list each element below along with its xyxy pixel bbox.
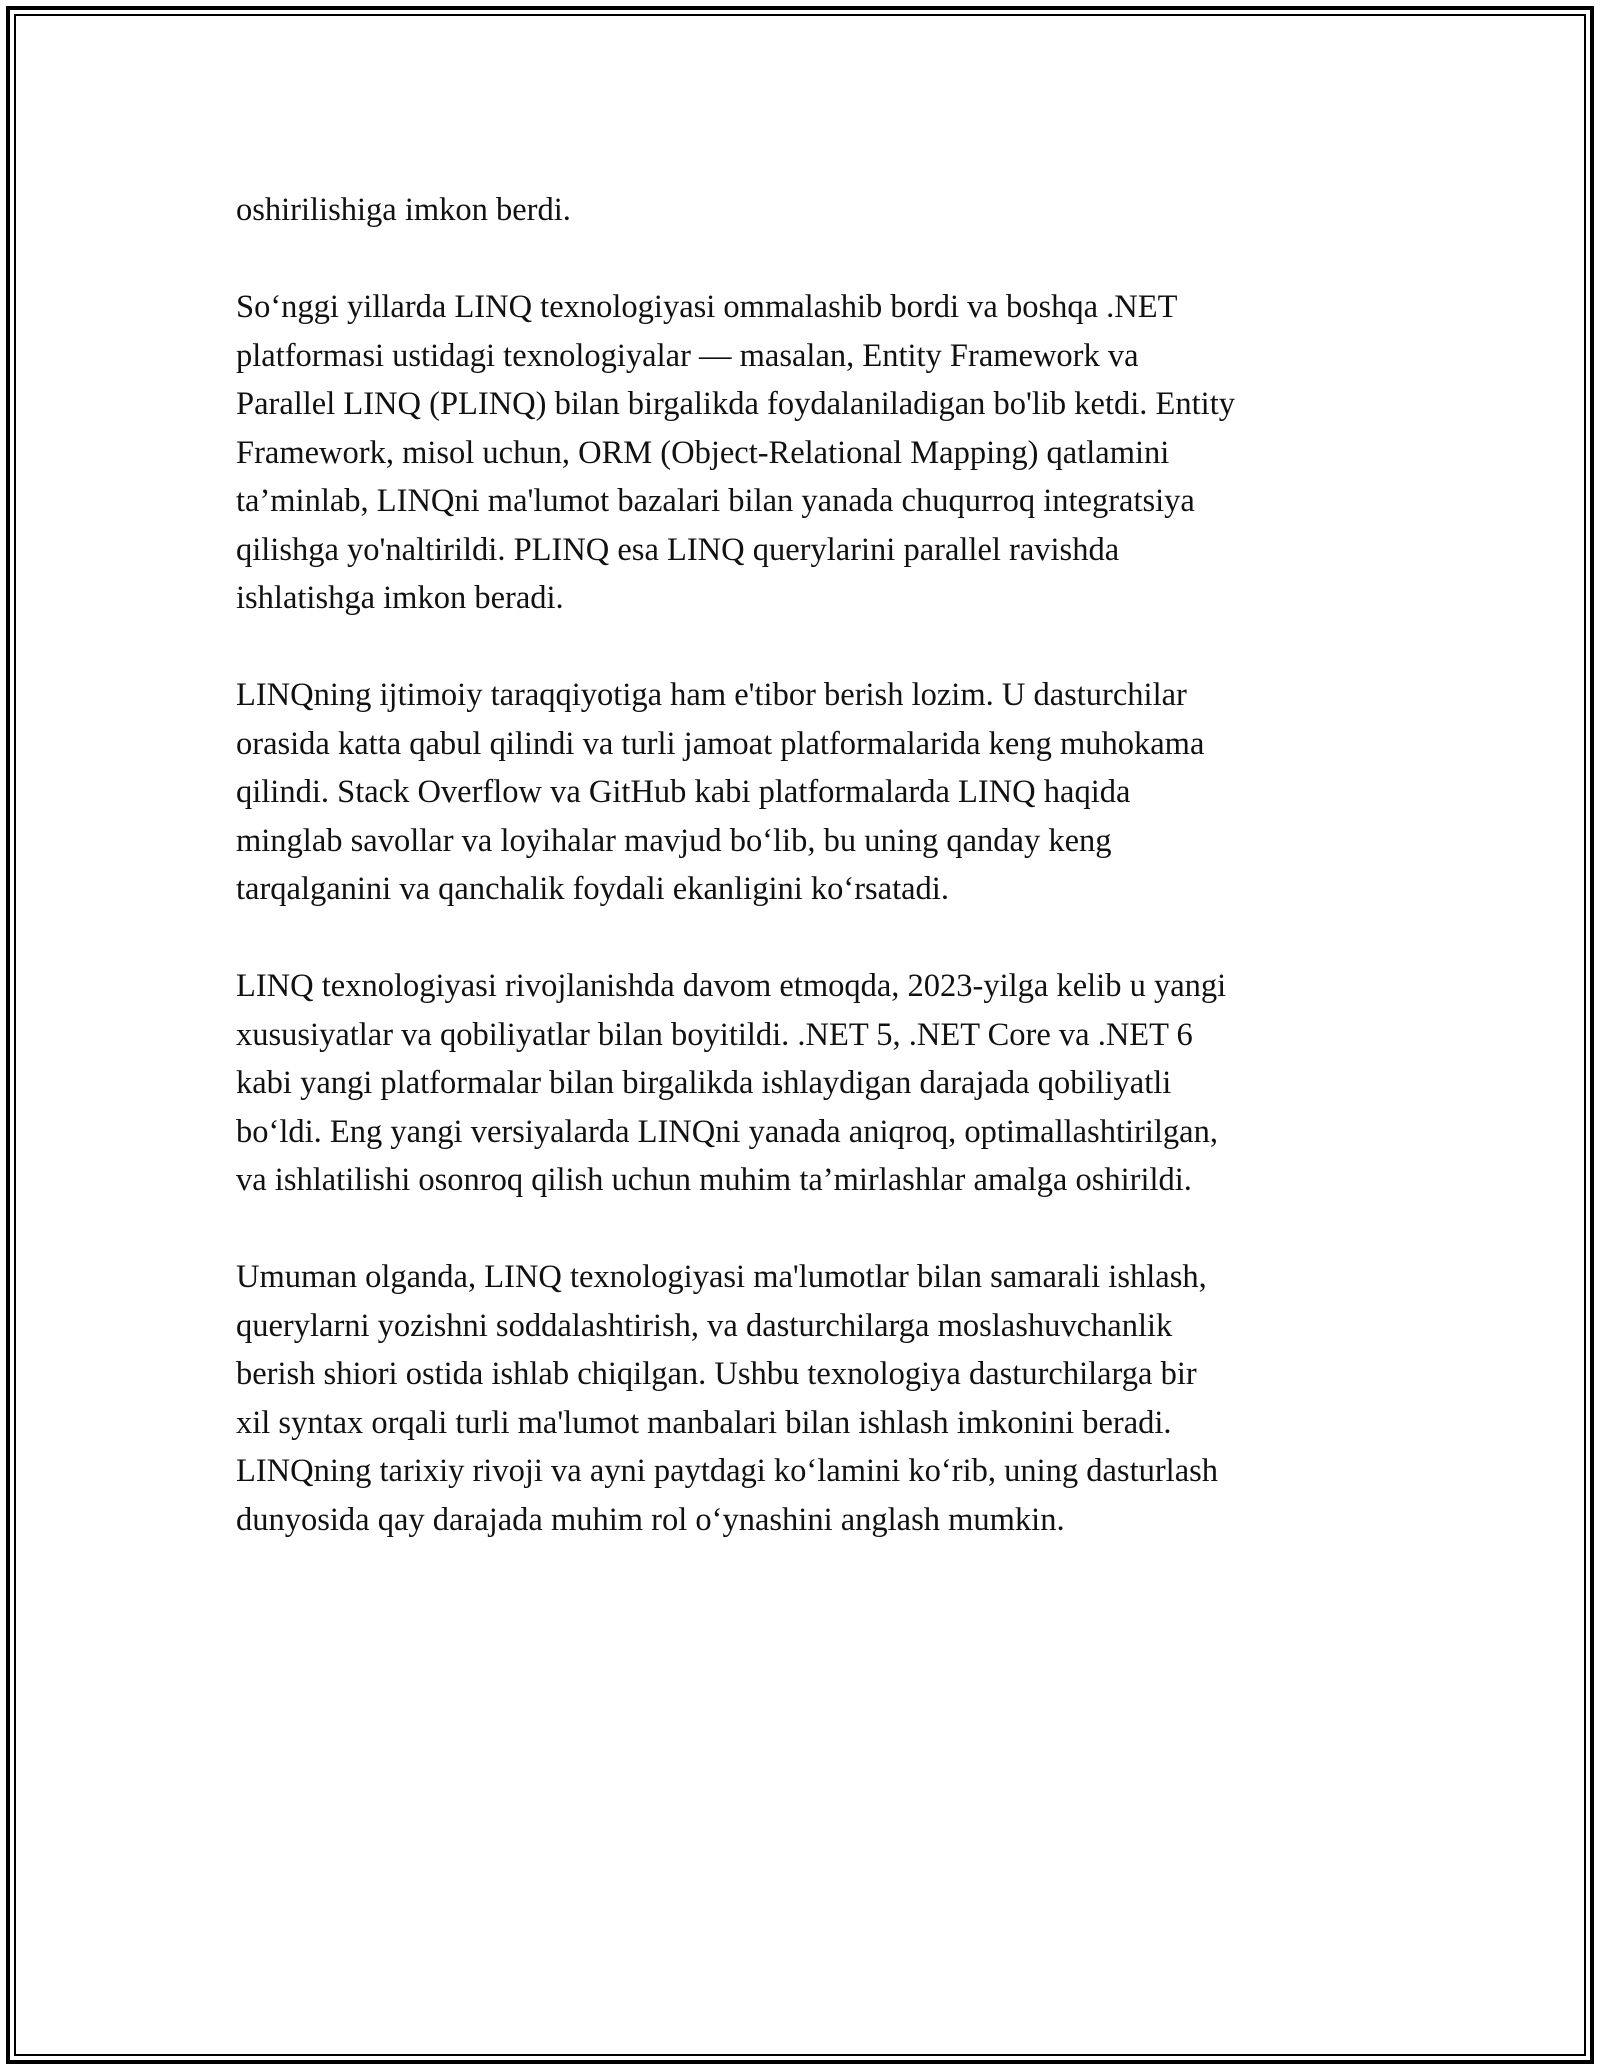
text-line: LINQ texnologiyasi rivojlanishda davom etmoqda, 2023-yilga kelib u yangi <box>236 968 1227 1004</box>
paragraph-5 <box>236 1253 1386 1544</box>
text-line: minglab savollar va loyihalar mavjud bo‘lib, bu uning qanday keng <box>236 822 1112 859</box>
text-line: qilishga yo'naltirildi. PLINQ esa LINQ querylarini parallel ravishda <box>236 531 1120 568</box>
text-line: orasida katta qabul qilindi va turli jamoat platformalarida keng muhokama <box>236 725 1205 762</box>
text-line: So‘nggi yillarda LINQ texnologiyasi ommalashib bordi va boshqa .NET <box>236 289 1178 325</box>
text-line: xil syntax orqali turli ma'lumot manbalari bilan ishlash imkonini beradi. <box>236 1404 1172 1441</box>
text-line: tarqalganini va qanchalik foydali ekanligini ko‘rsatadi. <box>236 871 949 907</box>
paragraph-4 <box>236 962 1386 1205</box>
text-line: Framework, misol uchun, ORM (Object-Relational Mapping) qatlamini <box>236 434 1170 471</box>
text-line: querylarni yozishni soddalashtirish, va dasturchilarga moslashuvchanlik <box>236 1307 1173 1344</box>
paragraph-3 <box>236 671 1386 914</box>
paragraph-2 <box>236 283 1386 623</box>
text-line: oshirilishiga imkon berdi. <box>236 192 571 228</box>
text-line: LINQning tarixiy rivoji va ayni paytdagi ko‘lamini ko‘rib, uning dasturlash <box>236 1453 1219 1489</box>
text-line: ishlatishga imkon beradi. <box>236 580 564 616</box>
text-line: ta’minlab, LINQni ma'lumot bazalari bilan yanada chuqurroq integratsiya <box>236 483 1195 519</box>
text-line: kabi yangi platformalar bilan birgalikda ishlaydigan darajada qobiliyatli <box>236 1065 1172 1101</box>
text-line: berish shiori ostida ishlab chiqilgan. Ushbu texnologiya dasturchilarga bir <box>236 1356 1197 1392</box>
text-line: bo‘ldi. Eng yangi versiyalarda LINQni yanada aniqroq, optimallashtirilgan, <box>236 1113 1218 1150</box>
paragraph-1 <box>236 186 1386 235</box>
text-line: qilindi. Stack Overflow va GitHub kabi platformalarda LINQ haqida <box>236 774 1131 810</box>
text-line: dunyosida qay darajada muhim rol o‘ynashini anglash mumkin. <box>236 1501 1065 1538</box>
text-line: va ishlatilishi osonroq qilish uchun muhim ta’mirlashlar amalga oshirildi. <box>236 1162 1192 1198</box>
text-line: xususiyatlar va qobiliyatlar bilan boyitildi. .NET 5, .NET Core va .NET 6 <box>236 1016 1193 1053</box>
text-line: Parallel LINQ (PLINQ) bilan birgalikda foydalaniladigan bo'lib ketdi. Entity <box>236 386 1235 422</box>
document-body <box>236 186 1386 1593</box>
text-line: platformasi ustidagi texnologiyalar — masalan, Entity Framework va <box>236 337 1139 374</box>
text-line: LINQning ijtimoiy taraqqiyotiga ham e'tibor berish lozim. U dasturchilar <box>236 677 1187 713</box>
text-line: Umuman olganda, LINQ texnologiyasi ma'lumotlar bilan samarali ishlash, <box>236 1259 1207 1295</box>
